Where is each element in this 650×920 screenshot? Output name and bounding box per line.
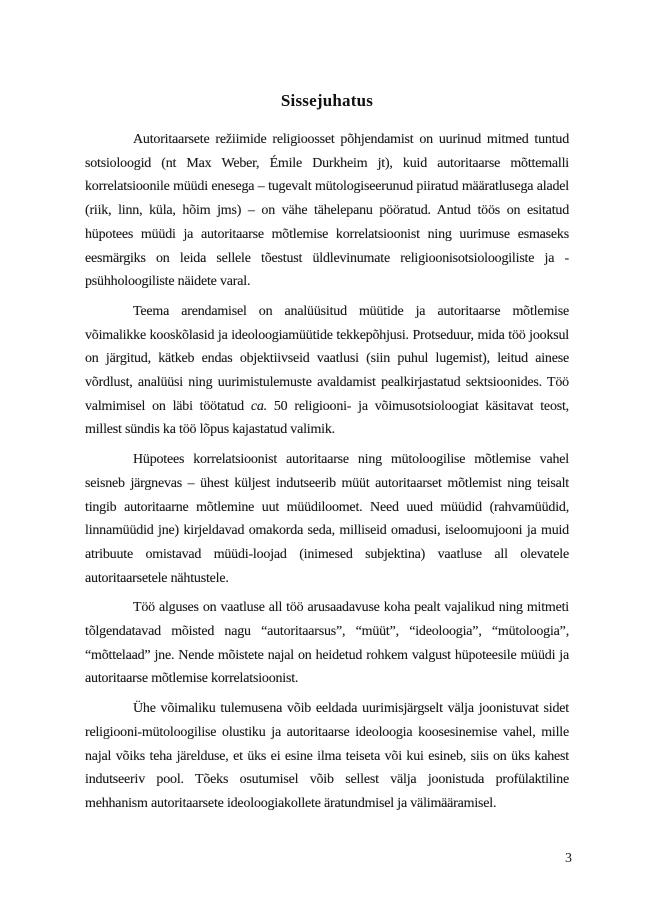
paragraph-3 [85,448,569,590]
paragraph-4 [85,596,569,691]
page-number: 3 [565,851,572,866]
page-heading: Sissejuhatus [280,91,374,110]
paragraph-2-text-before-abbrev: Teema arendamisel on analüüsitud müütide ja autoritaarse mõtlemise võimalikke kooskõlasid ja ideoloogiamüütide tekkepõhjusi. Protseduur, mida töö jooksul on järgitud, kätkeb endas objektiivseid vaatlusi (siin puhul lugemist), leitud ainese võrdlust, analüüsi ning uurimistulemuste avaldamist pealkirjastatud sektsioonides. Töö valmimisel on läbi töötatud [85,303,569,414]
paragraph-4-text: Töö alguses on vaatluse all töö arusaadavuse koha pealt vajalikud ning mitmeti tõlgendatavad mõisted nagu “autoritaarsus”, “müüt”, “ideoloogia”, “mütoloogia”, “mõttelaad” jne. Nende mõistete najal on heidetud rohkem valgust hüpoteesile müüdi ja autoritaarse mõtlemise korrelatsioonist. [85,600,569,687]
paragraph-1 [85,128,569,294]
paragraph-2 [85,300,569,442]
paragraph-1-text: Autoritaarsete režiimide religioosset põhjendamist on uurinud mitmed tuntud sotsioloogid (nt Max Weber, Émile Durkheim jt), kuid autoritaarse mõttemalli korrelatsioonile müüdi enesega – tugevalt mütologiseerunud piiratud määratlusega aladel (riik, linn, küla, hõim jms) – on vähe tähelepanu pööratud. Antud töös on esitatud hüpotees müüdi ja autoritaarse mõtlemise korrelatsioonist ning uurimuse esmaseks eesmärgiks on leida sellele tõestust üldlevinumate religioonisotsioloogiliste ja -psühholoogiliste näidete varal. [85,132,569,290]
paragraph-2-text-after-abbrev: 50 religiooni- ja võimusotsioloogiat käsitavat teost, millest sündis ka töö lõpus kajastatud valimik. [85,398,569,438]
body-text [85,128,569,822]
paragraph-2-ca-abbreviation: ca. [250,398,267,414]
paragraph-5-text: Ühe võimaliku tulemusena võib eeldada uurimisjärgselt välja joonistuvat sidet religiooni-mütoloogilise olustiku ja autoritaarse ideoloogia koosesinemise vahel, mille najal võiks teha järelduse, et üks ei esine ilma teiseta või kui esineb, siis on üks kahest indutseeriv pool. Tõeks osutumisel võib sellest välja joonistuda profülaktiline mehhanism autoritaarsete ideoloogiakollete äratundmisel ja välimääramisel. [85,701,569,811]
paragraph-5 [85,697,569,816]
paragraph-3-text: Hüpotees korrelatsioonist autoritaarse ning mütoloogilise mõtlemise vahel seisneb järgnevas – ühest küljest indutseerib müüt autoritaarset mõtlemist ning teisalt tingib autoritaarne mõtlemine uut müüdiloomet. Need uued müüdid (rahvamüüdid, linnamüüdid jne) kirjeldavad omakorda seda, milliseid omadusi, iseloomujooni ja muid atribuute omistavad müüdi-loojad (inimesed subjektina) vaatluse all olevatele autoritaarsetele nähtustele. [85,452,569,586]
